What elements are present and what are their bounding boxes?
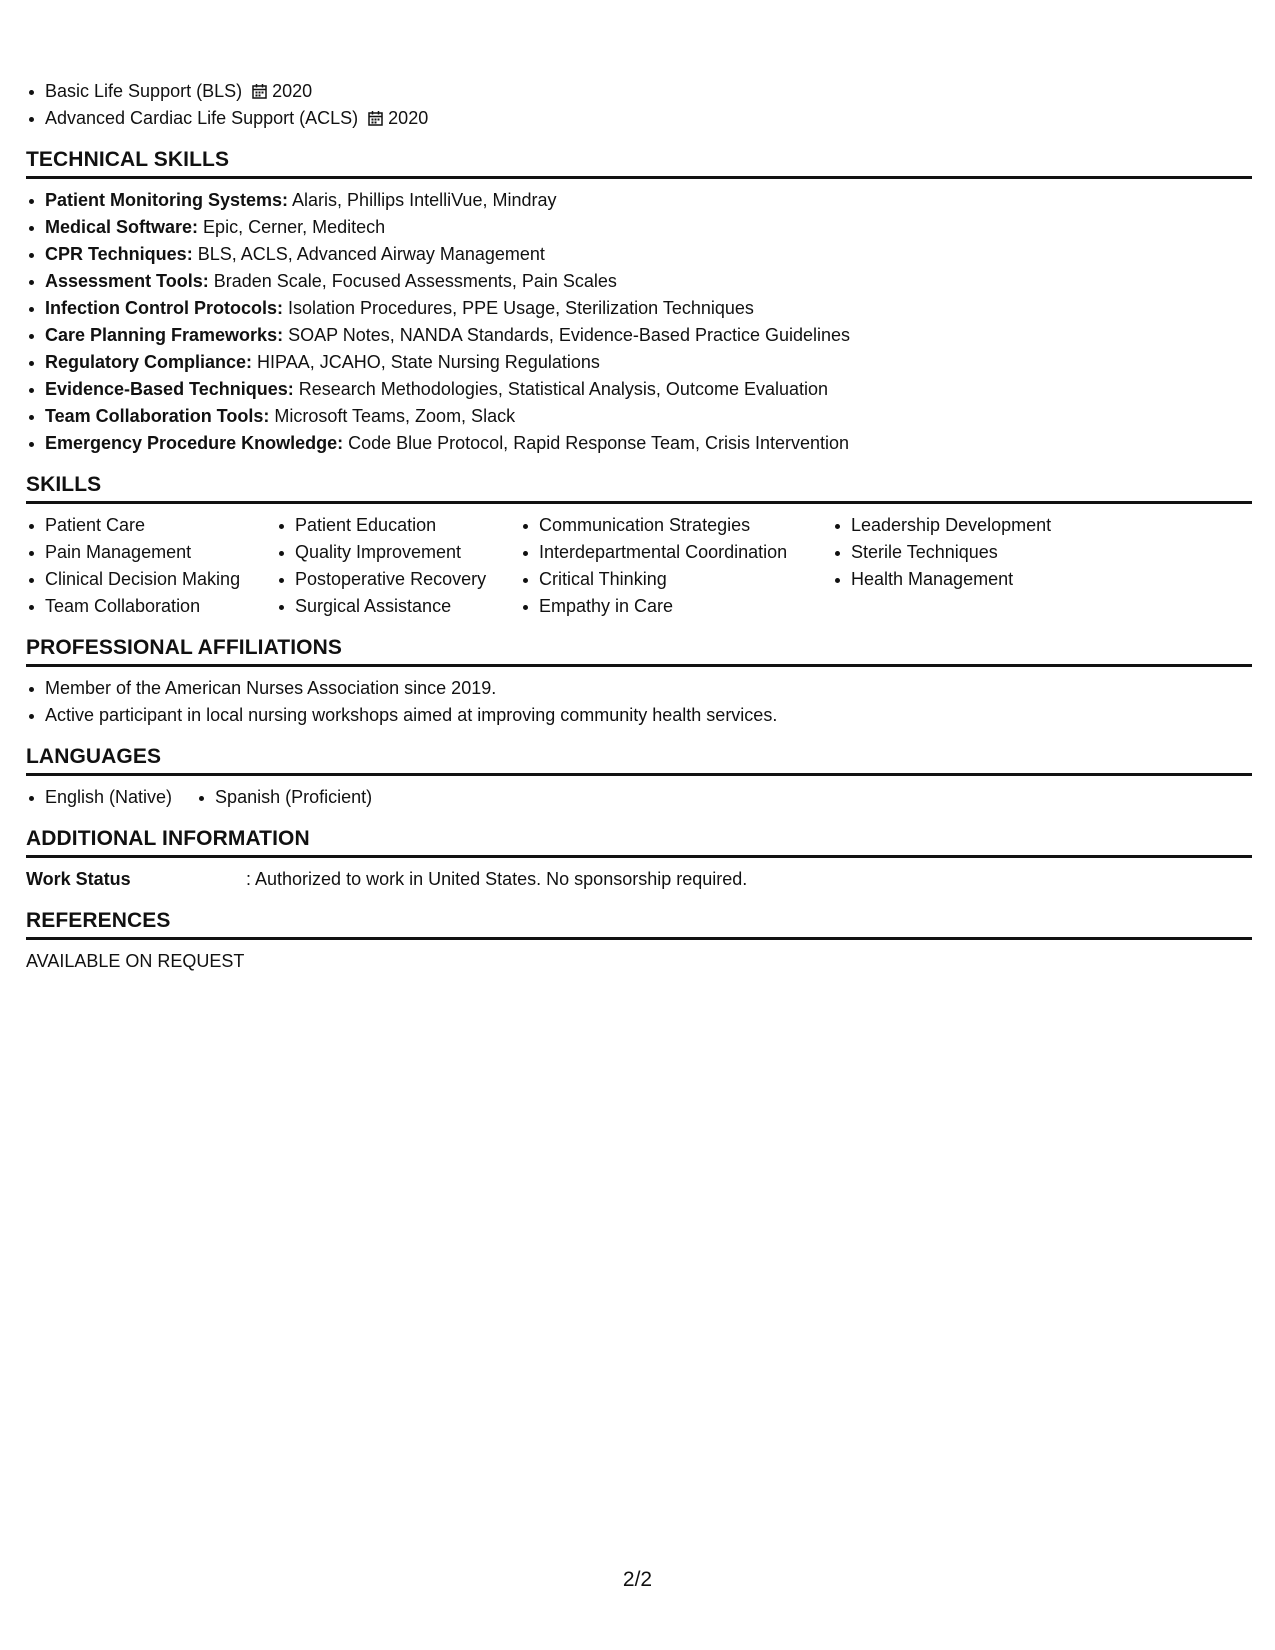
technical-skill-item [26, 376, 1252, 403]
technical-skill-item [26, 430, 1252, 457]
skill-item: Pain Management [26, 539, 254, 566]
skill-label: Evidence-Based Techniques: [45, 379, 294, 399]
references-text: AVAILABLE ON REQUEST [26, 951, 245, 971]
certifications-list [26, 78, 1252, 132]
skills-column [520, 512, 810, 620]
certification-name: Basic Life Support (BLS) [45, 81, 243, 101]
certification-name: Advanced Cardiac Life Support (ACLS) [45, 108, 359, 128]
technical-skill-item [26, 268, 1252, 295]
skill-item: Postoperative Recovery [276, 566, 498, 593]
certification-year: 2020 [388, 108, 429, 128]
skill-value: HIPAA, JCAHO, State Nursing Regulations [252, 352, 600, 372]
skill-label: Regulatory Compliance: [45, 352, 253, 372]
technical-skill-item [26, 322, 1252, 349]
affiliation-item: Member of the American Nurses Association since 2019. [26, 675, 1252, 702]
technical-skill-item [26, 241, 1252, 268]
work-status-row [26, 866, 1252, 893]
technical-skill-item [26, 214, 1252, 241]
skill-item: Clinical Decision Making [26, 566, 254, 593]
affiliations-heading: PROFESSIONAL AFFILIATIONS [26, 635, 1252, 667]
page-number: 2/2 [622, 1568, 653, 1591]
resume-page [26, 78, 1252, 975]
skill-label: Assessment Tools: [45, 271, 209, 291]
skills-heading: SKILLS [26, 472, 1252, 504]
certification-year: 2020 [272, 81, 313, 101]
certification-item [26, 105, 1252, 132]
certification-item [26, 78, 1252, 105]
technical-skill-item [26, 295, 1252, 322]
skill-value: Isolation Procedures, PPE Usage, Sterilization Techniques [283, 298, 754, 318]
skill-value: Braden Scale, Focused Assessments, Pain Scales [208, 271, 617, 291]
work-status-value: : Authorized to work in United States. No sponsorship required. [246, 869, 748, 889]
skill-label: Emergency Procedure Knowledge: [45, 433, 344, 453]
skills-column [26, 512, 254, 620]
skill-item: Patient Care [26, 512, 254, 539]
skill-label: Team Collaboration Tools: [45, 406, 270, 426]
skill-label: CPR Techniques: [45, 244, 193, 264]
skill-item: Health Management [832, 566, 1051, 593]
skill-item: Empathy in Care [520, 593, 810, 620]
skill-item: Leadership Development [832, 512, 1051, 539]
technical-skill-item [26, 403, 1252, 430]
skill-value: Microsoft Teams, Zoom, Slack [269, 406, 516, 426]
skill-label: Care Planning Frameworks: [45, 325, 284, 345]
skills-column [276, 512, 498, 620]
skill-label: Infection Control Protocols: [45, 298, 283, 318]
affiliation-item: Active participant in local nursing workshops aimed at improving community health services. [26, 702, 1252, 729]
skill-label: Medical Software: [45, 217, 199, 237]
skill-item: Communication Strategies [520, 512, 810, 539]
additional-info-heading: ADDITIONAL INFORMATION [26, 826, 1252, 858]
language-item: English (Native) [26, 784, 172, 811]
references-heading: REFERENCES [26, 908, 1252, 940]
skill-item: Quality Improvement [276, 539, 498, 566]
skill-value: BLS, ACLS, Advanced Airway Management [192, 244, 545, 264]
skill-value: Research Methodologies, Statistical Analysis, Outcome Evaluation [293, 379, 829, 399]
languages-heading: LANGUAGES [26, 744, 1252, 776]
affiliations-list [26, 675, 1252, 729]
skill-value: Alaris, Phillips IntelliVue, Mindray [288, 190, 557, 210]
skill-value: Epic, Cerner, Meditech [198, 217, 386, 237]
technical-skills-list [26, 187, 1252, 457]
calendar-icon [368, 111, 383, 126]
skill-value: SOAP Notes, NANDA Standards, Evidence-Based Practice Guidelines [283, 325, 851, 345]
skill-label: Patient Monitoring Systems: [45, 190, 289, 210]
technical-skill-item [26, 187, 1252, 214]
skills-grid [26, 512, 1252, 620]
language-item: Spanish (Proficient) [196, 784, 372, 811]
languages-list [26, 784, 1252, 811]
skill-item: Patient Education [276, 512, 498, 539]
skills-column [832, 512, 1051, 620]
skill-value: Code Blue Protocol, Rapid Response Team, Crisis Intervention [343, 433, 850, 453]
technical-skill-item [26, 349, 1252, 376]
technical-skills-heading: TECHNICAL SKILLS [26, 147, 1252, 179]
work-status-label: Work Status [26, 869, 131, 889]
skill-item: Critical Thinking [520, 566, 810, 593]
calendar-icon [252, 84, 267, 99]
skill-item: Team Collaboration [26, 593, 254, 620]
skill-item: Interdepartmental Coordination [520, 539, 810, 566]
skill-item: Surgical Assistance [276, 593, 498, 620]
skill-item: Sterile Techniques [832, 539, 1051, 566]
